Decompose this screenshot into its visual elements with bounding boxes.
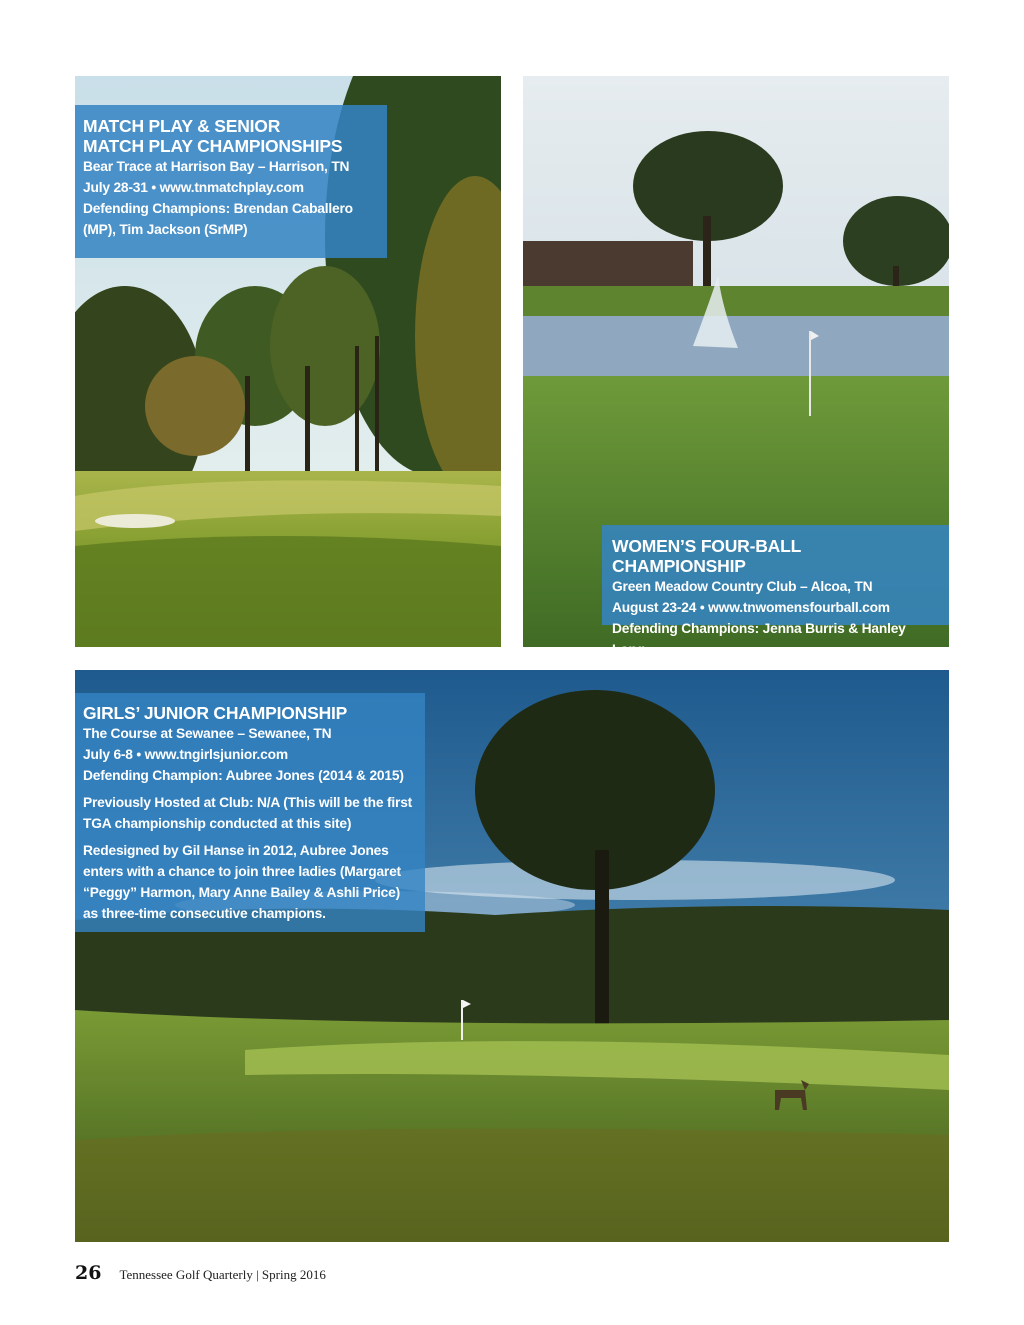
womens-four-ball-caption <box>602 525 949 657</box>
girls-junior-caption <box>75 693 425 932</box>
girls-junior-venue: The Course at Sewanee – Sewanee, TN <box>83 726 332 741</box>
match-play-dates-web: July 28-31 • www.tnmatchplay.com <box>83 180 304 195</box>
match-play-title-line2: MATCH PLAY CHAMPIONSHIPS <box>83 136 343 156</box>
girls-junior-note: Redesigned by Gil Hanse in 2012, Aubree Jones enters with a chance to join three ladies (Margaret “Peggy” Harmon, Mary Anne Bailey & Ashli Price) as three-time consecutive champions. <box>83 843 401 921</box>
girls-junior-champion: Defending Champion: Aubree Jones (2014 & 2015) <box>83 768 404 783</box>
womens-four-ball-dates-web: August 23-24 • www.tnwomensfourball.com <box>612 600 890 615</box>
womens-four-ball-venue: Green Meadow Country Club – Alcoa, TN <box>612 579 873 594</box>
match-play-caption <box>75 105 387 258</box>
womens-four-ball-title: WOMEN’S FOUR-BALL CHAMPIONSHIP <box>612 536 801 576</box>
page-number: 26 <box>75 1262 102 1284</box>
publication-name: Tennessee Golf Quarterly | Spring 2016 <box>119 1267 326 1282</box>
womens-four-ball-champions: Defending Champions: Jenna Burris & Hanley Long <box>612 621 906 657</box>
match-play-venue: Bear Trace at Harrison Bay – Harrison, TN <box>83 159 350 174</box>
girls-junior-title: GIRLS’ JUNIOR CHAMPIONSHIP <box>83 703 348 723</box>
match-play-champions-line2: (MP), Tim Jackson (SrMP) <box>83 222 248 237</box>
girls-junior-previously-hosted: Previously Hosted at Club: N/A (This will be the first TGA championship conducted at this site) <box>83 795 413 831</box>
match-play-title-line1: MATCH PLAY & SENIOR <box>83 116 281 136</box>
page-footer <box>75 1262 326 1284</box>
match-play-champions-line1: Defending Champions: Brendan Caballero <box>83 201 353 216</box>
girls-junior-dates-web: July 6-8 • www.tngirlsjunior.com <box>83 747 288 762</box>
